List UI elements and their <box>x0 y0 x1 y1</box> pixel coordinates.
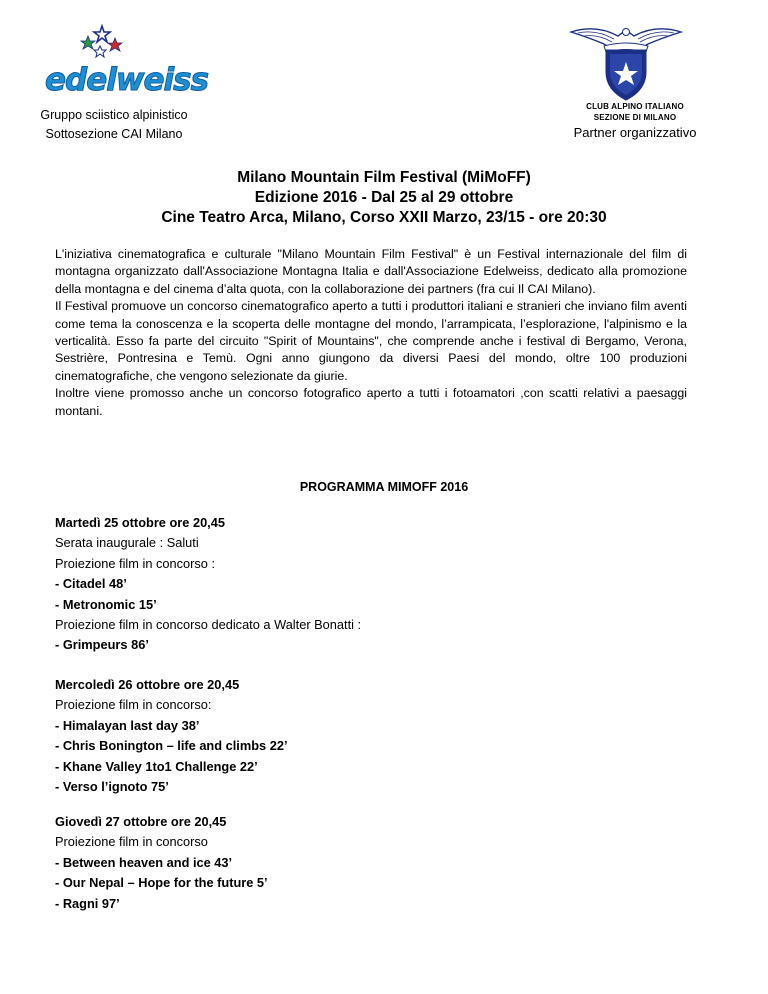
day-line: Proiezione film in concorso : <box>55 555 216 571</box>
partner-label: Partner organizzativo <box>573 125 697 140</box>
film-item: - Chris Bonington – life and climbs 22’ <box>55 738 288 754</box>
day-header: Mercoledì 26 ottobre ore 20,45 <box>55 677 240 692</box>
star-cluster-icon <box>81 26 122 57</box>
cai-caption <box>540 101 730 141</box>
cai-section-line: SEZIONE DI MILANO <box>593 113 677 122</box>
program-title: PROGRAMMA MIMOFF 2016 <box>299 480 469 494</box>
film-item: - Our Nepal – Hope for the future 5’ <box>55 875 268 891</box>
caption-line-2: Sottosezione CAI Milano <box>45 127 183 141</box>
edelweiss-caption <box>14 106 214 144</box>
intro-paragraph-3: Inoltre viene promosso anche un concorso fotografico aperto a tutti i fotoamatori ,con scatti relativi a paesaggi montani. <box>55 386 687 418</box>
day-line: Proiezione film in concorso <box>55 834 208 850</box>
title-line-1: Milano Mountain Film Festival (MiMoFF) <box>237 169 531 186</box>
program-day-1 <box>55 513 715 656</box>
day-line: Serata inaugurale : Saluti <box>55 535 199 551</box>
film-item: - Ragni 97’ <box>55 895 120 911</box>
edelweiss-logo-graphic <box>40 20 209 98</box>
program-day-3 <box>55 812 715 914</box>
day-line: Proiezione film in concorso dedicato a Walter Bonatti : <box>55 617 362 633</box>
film-item: - Between heaven and ice 43’ <box>55 854 233 870</box>
cai-name-line: CLUB ALPINO ITALIANO <box>586 102 684 111</box>
film-item: - Grimpeurs 86’ <box>55 637 149 653</box>
edelweiss-wordmark: edelweiss <box>45 62 209 98</box>
edelweiss-logo <box>30 20 209 98</box>
caption-line-1: Gruppo sciistico alpinistico <box>40 108 188 122</box>
festival-title <box>0 168 768 228</box>
day-line: Proiezione film in concorso: <box>55 697 212 713</box>
title-line-3: Cine Teatro Arca, Milano, Corso XXII Marzo, 23/15 - ore 20:30 <box>161 209 607 226</box>
cai-eagle-emblem-icon <box>566 20 686 102</box>
film-item: - Verso l’ignoto 75’ <box>55 779 169 795</box>
intro-paragraph-1: L'iniziativa cinematografica e culturale "Milano Mountain Film Festival" è un Festival internazionale del film di montagna organizzato dall'Associazione Montagna Italia e dall'Associazione Edelweiss, dedicato alla promozione della montagna e del cinema d’alta quota, con la collaborazione dei partners (fra cui Il CAI Milano). <box>55 247 687 296</box>
intro-text <box>55 246 687 420</box>
program-day-2 <box>55 675 715 797</box>
cai-logo <box>566 20 686 107</box>
intro-paragraph-2: Il Festival promuove un concorso cinematografico aperto a tutti i produttori italiani e stranieri che inviano film aventi come tema la conoscenza e la scoperta delle montagne del mondo, l’arrampicata, l’esplorazione, l'alpinismo e la verticalità. Esso fa parte del circuito "Spirit of Mountains", che comprende anche i festival di Bergamo, Verona, Sestrière, Pontresina e Temù. Ogni anno giungono da diversi Paesi del mondo, oltre 100 produzioni cinematografiche, che vengono selezionate da giurie. <box>55 299 687 383</box>
film-item: - Khane Valley 1to1 Challenge 22’ <box>55 758 258 774</box>
title-line-2: Edizione 2016 - Dal 25 al 29 ottobre <box>254 189 514 206</box>
film-item: - Himalayan last day 38’ <box>55 717 200 733</box>
film-item: - Citadel 48’ <box>55 576 127 592</box>
day-header: Giovedì 27 ottobre ore 20,45 <box>55 814 227 829</box>
day-header: Martedì 25 ottobre ore 20,45 <box>55 515 225 530</box>
film-item: - Metronomic 15’ <box>55 596 157 612</box>
